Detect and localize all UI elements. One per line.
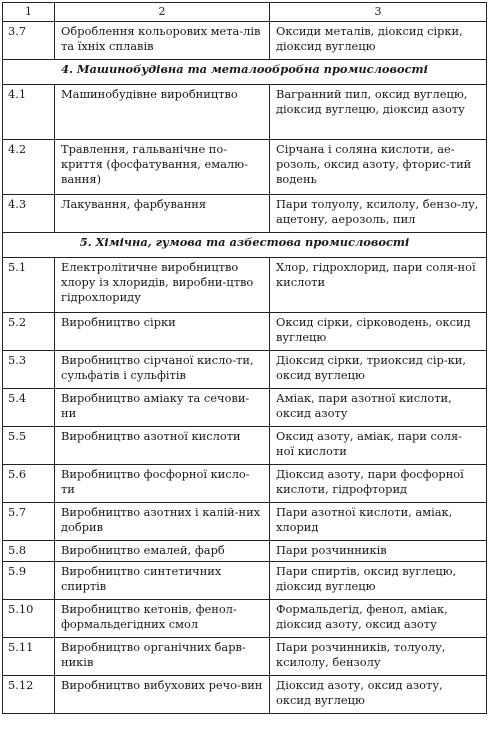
emissions-cell: Формальдегід, фенол, аміак, діоксид азоту, оксид азоту [270,600,487,638]
emissions-cell: Оксиди металів, діоксид сірки, діоксид вуглецю [270,22,487,60]
row-number-cell: 4.1 [3,85,55,140]
table-row [3,503,487,541]
process-cell: Виробництво азотних і калій-них добрив [55,503,270,541]
row-number-cell: 5.12 [3,676,55,714]
emissions-cell: Діоксид азоту, оксид азоту, оксид вуглецю [270,676,487,714]
row-number-cell: 3.7 [3,22,55,60]
emissions-cell: Пари розчинників, толуолу, ксилолу, бензолу [270,638,487,676]
table-row [3,351,487,389]
table-row [3,427,487,465]
row-number-cell: 5.10 [3,600,55,638]
process-cell: Лакування, фарбування [55,195,270,233]
emissions-cell: Пари спиртів, оксид вуглецю, діоксид вуглецю [270,562,487,600]
header-cell-1: 1 [3,3,55,22]
process-cell: Виробництво органічних барв-ників [55,638,270,676]
table-row [3,195,487,233]
emissions-cell: Хлор, гідрохлорид, пари соля-ної кислоти [270,258,487,313]
table-row [3,140,487,195]
process-cell: Травлення, гальванічне по-криття (фосфатування, емалю-вання) [55,140,270,195]
section-title: 5. Хімічна, гумова та азбестова промисловості [3,233,487,258]
section-title: 4. Машинобудівна та металообробна промисловості [3,60,487,85]
process-cell: Виробництво емалей, фарб [55,541,270,562]
emissions-cell: Оксид азоту, аміак, пари соля-ної кислоти [270,427,487,465]
process-cell: Виробництво фосфорної кисло-ти [55,465,270,503]
table-row [3,600,487,638]
emissions-cell: Пари розчинників [270,541,487,562]
emissions-table [2,2,487,714]
emissions-cell: Вагранний пил, оксид вуглецю, діоксид вуглецю, діоксид азоту [270,85,487,140]
table-row [3,85,487,140]
emissions-cell: Пари азотної кислоти, аміак, хлорид [270,503,487,541]
emissions-cell: Аміак, пари азотної кислоти, оксид азоту [270,389,487,427]
emissions-cell: Діоксид азоту, пари фосфорної кислоти, гідрофторид [270,465,487,503]
section-header-row [3,233,487,258]
document-page [2,2,486,726]
header-cell-2: 2 [55,3,270,22]
process-cell: Виробництво кетонів, фенол-формальдегідних смол [55,600,270,638]
row-number-cell: 5.11 [3,638,55,676]
process-cell: Виробництво вибухових речо-вин [55,676,270,714]
table-row [3,465,487,503]
emissions-cell: Сірчана і соляна кислоти, ае-розоль, оксид азоту, фторис-тий водень [270,140,487,195]
process-cell: Виробництво синтетичних спиртів [55,562,270,600]
table-row [3,258,487,313]
process-cell: Оброблення кольорових мета-лів та їхніх сплавів [55,22,270,60]
table-row [3,389,487,427]
row-number-cell: 5.1 [3,258,55,313]
row-number-cell: 5.2 [3,313,55,351]
row-number-cell: 5.4 [3,389,55,427]
header-row [3,3,487,22]
table-row [3,313,487,351]
table-row [3,638,487,676]
header-cell-3: 3 [270,3,487,22]
emissions-cell: Оксид сірки, сірководень, оксид вуглецю [270,313,487,351]
row-number-cell: 4.2 [3,140,55,195]
row-number-cell: 4.3 [3,195,55,233]
row-number-cell: 5.8 [3,541,55,562]
process-cell: Машинобудівне виробництво [55,85,270,140]
row-number-cell: 5.5 [3,427,55,465]
process-cell: Електролітичне виробництво хлору із хлоридів, виробни-цтво гідрохлориду [55,258,270,313]
table-row [3,541,487,562]
row-number-cell: 5.7 [3,503,55,541]
table-row [3,676,487,714]
emissions-cell: Пари толуолу, ксилолу, бензо-лу, ацетону, аерозоль, пил [270,195,487,233]
emissions-cell: Діоксид сірки, триоксид сір-ки, оксид вуглецю [270,351,487,389]
section-header-row [3,60,487,85]
process-cell: Виробництво азотної кислоти [55,427,270,465]
row-number-cell: 5.6 [3,465,55,503]
table-row [3,562,487,600]
row-number-cell: 5.9 [3,562,55,600]
process-cell: Виробництво сірчаної кисло-ти, сульфатів і сульфітів [55,351,270,389]
process-cell: Виробництво аміаку та сечови-ни [55,389,270,427]
process-cell: Виробництво сірки [55,313,270,351]
row-number-cell: 5.3 [3,351,55,389]
table-row [3,22,487,60]
